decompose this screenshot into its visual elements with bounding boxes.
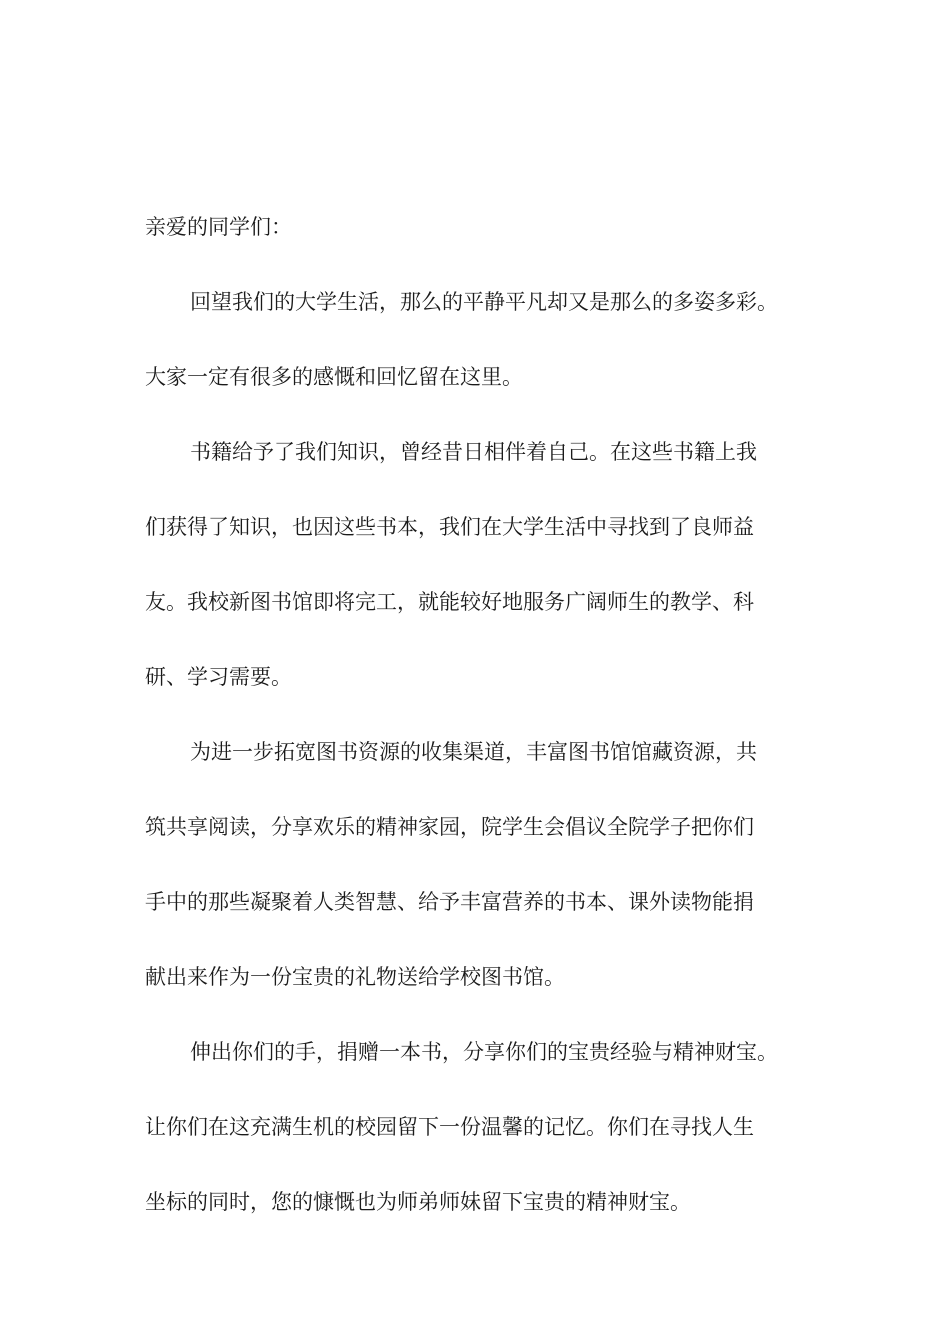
paragraph-4-line-2: 让你们在这充满生机的校园留下一份温馨的记忆。你们在寻找人生 [145, 1115, 754, 1139]
paragraph-2-line-4: 研、学习需要。 [145, 665, 292, 689]
paragraph-3-line-2: 筑共享阅读，分享欢乐的精神家园，院学生会倡议全院学子把你们 [145, 815, 754, 839]
paragraph-1-line-2: 大家一定有很多的感慨和回忆留在这里。 [145, 365, 523, 389]
paragraph-4-line-1: 伸出你们的手，捐赠一本书，分享你们的宝贵经验与精神财宝。 [190, 1040, 778, 1064]
paragraph-1-line-1: 回望我们的大学生活，那么的平静平凡却又是那么的多姿多彩。 [190, 290, 778, 314]
paragraph-2-line-1: 书籍给予了我们知识，曾经昔日相伴着自己。在这些书籍上我 [190, 440, 757, 464]
paragraph-3-line-3: 手中的那些凝聚着人类智慧、给予丰富营养的书本、课外读物能捐 [145, 890, 754, 914]
paragraph-2-line-2: 们获得了知识，也因这些书本，我们在大学生活中寻找到了良师益 [145, 515, 754, 539]
paragraph-3-line-1: 为进一步拓宽图书资源的收集渠道，丰富图书馆馆藏资源，共 [190, 740, 757, 764]
paragraph-2-line-3: 友。我校新图书馆即将完工，就能较好地服务广阔师生的教学、科 [145, 590, 754, 614]
paragraph-3-line-4: 献出来作为一份宝贵的礼物送给学校图书馆。 [145, 965, 565, 989]
salutation: 亲爱的同学们： [145, 215, 292, 239]
paragraph-4-line-3: 坐标的同时，您的慷慨也为师弟师妹留下宝贵的精神财宝。 [145, 1190, 691, 1214]
